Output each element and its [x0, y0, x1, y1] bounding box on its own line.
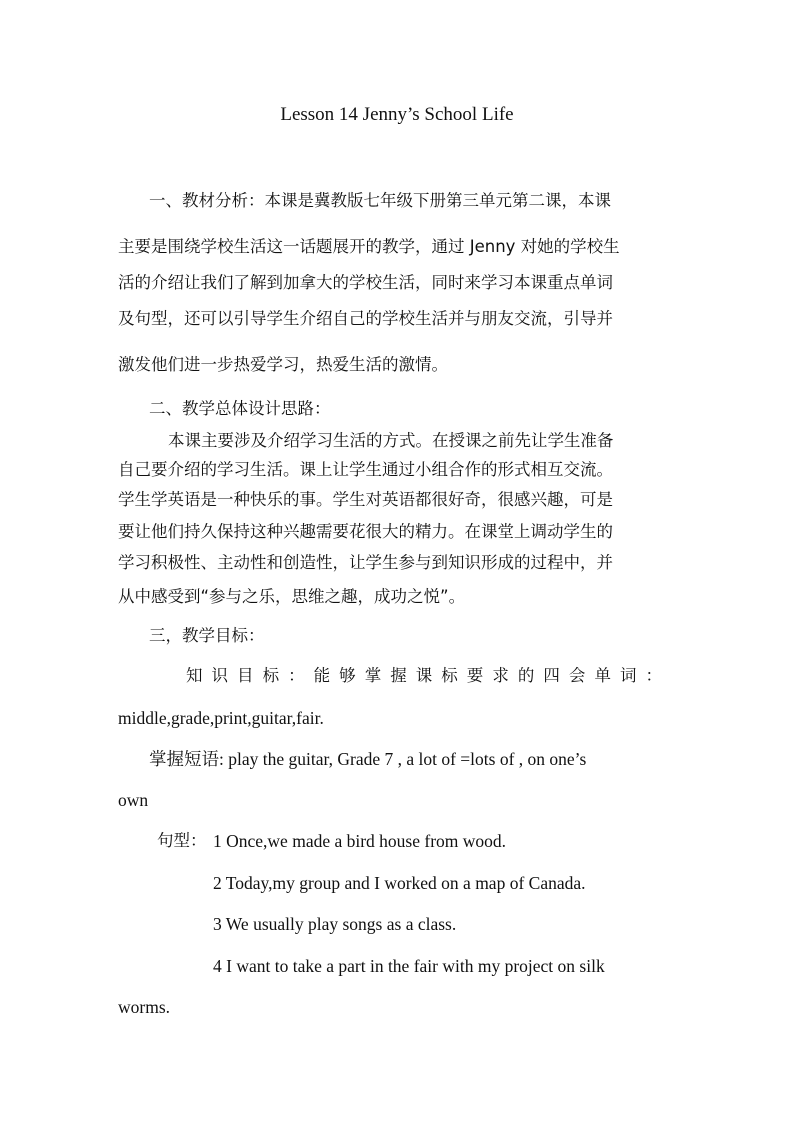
knowledge-goal-line: 知识目标：能够掌握课标要求的四会单词： [186, 666, 664, 685]
section2-line-6: 从中感受到“参与之乐，思维之趣，成功之悦”。 [118, 587, 466, 606]
section2-line-4: 要让他们持久保持这种兴趣需要花很大的精力。在课堂上调动学生的 [118, 522, 613, 541]
sentences-label: 句型： [157, 831, 207, 850]
sentence-1: 1 Once,we made a bird house from wood. [213, 831, 507, 851]
phrases-line-1: 掌握短语: play the guitar, Grade 7 , a lot of =lots of , on one’s [149, 749, 587, 769]
section1-line-2: 主要是围绕学校生活这一话题展开的教学，通过 Jenny 对她的学校生 [118, 237, 620, 256]
sentence-3: 3 We usually play songs as a class. [213, 914, 457, 934]
section1-line-5: 激发他们进一步热爱学习，热爱生活的激情。 [118, 355, 448, 374]
section3-heading: 三，教学目标： [149, 626, 265, 645]
section1-line-3: 活的介绍让我们了解到加拿大的学校生活，同时来学习本课重点单词 [118, 273, 613, 292]
section2-heading: 二、教学总体设计思路： [149, 399, 331, 418]
sentence-2: 2 Today,my group and I worked on a map of Canada. [213, 873, 586, 893]
section2-line-1: 本课主要涉及介绍学习生活的方式。在授课之前先让学生准备 [168, 431, 614, 450]
section1-line-1: 一、教材分析：本课是冀教版七年级下册第三单元第二课，本课 [149, 191, 611, 210]
lesson-title: Lesson 14 Jenny’s School Life [280, 104, 514, 125]
section2-line-5: 学习积极性、主动性和创造性，让学生参与到知识形成的过程中，并 [118, 553, 613, 572]
vocabulary-words: middle,grade,print,guitar,fair. [118, 708, 324, 728]
section2-line-3: 学生学英语是一种快乐的事。学生对英语都很好奇，很感兴趣，可是 [118, 490, 613, 509]
sentence-4: 4 I want to take a part in the fair with my project on silk [213, 956, 605, 976]
sentence-4-continuation: worms. [118, 997, 171, 1017]
section2-line-2: 自己要介绍的学习生活。课上让学生通过小组合作的形式相互交流。 [118, 460, 613, 479]
phrases-line-2: own [118, 790, 149, 810]
section1-line-4: 及句型，还可以引导学生介绍自己的学校生活并与朋友交流，引导并 [118, 309, 613, 328]
